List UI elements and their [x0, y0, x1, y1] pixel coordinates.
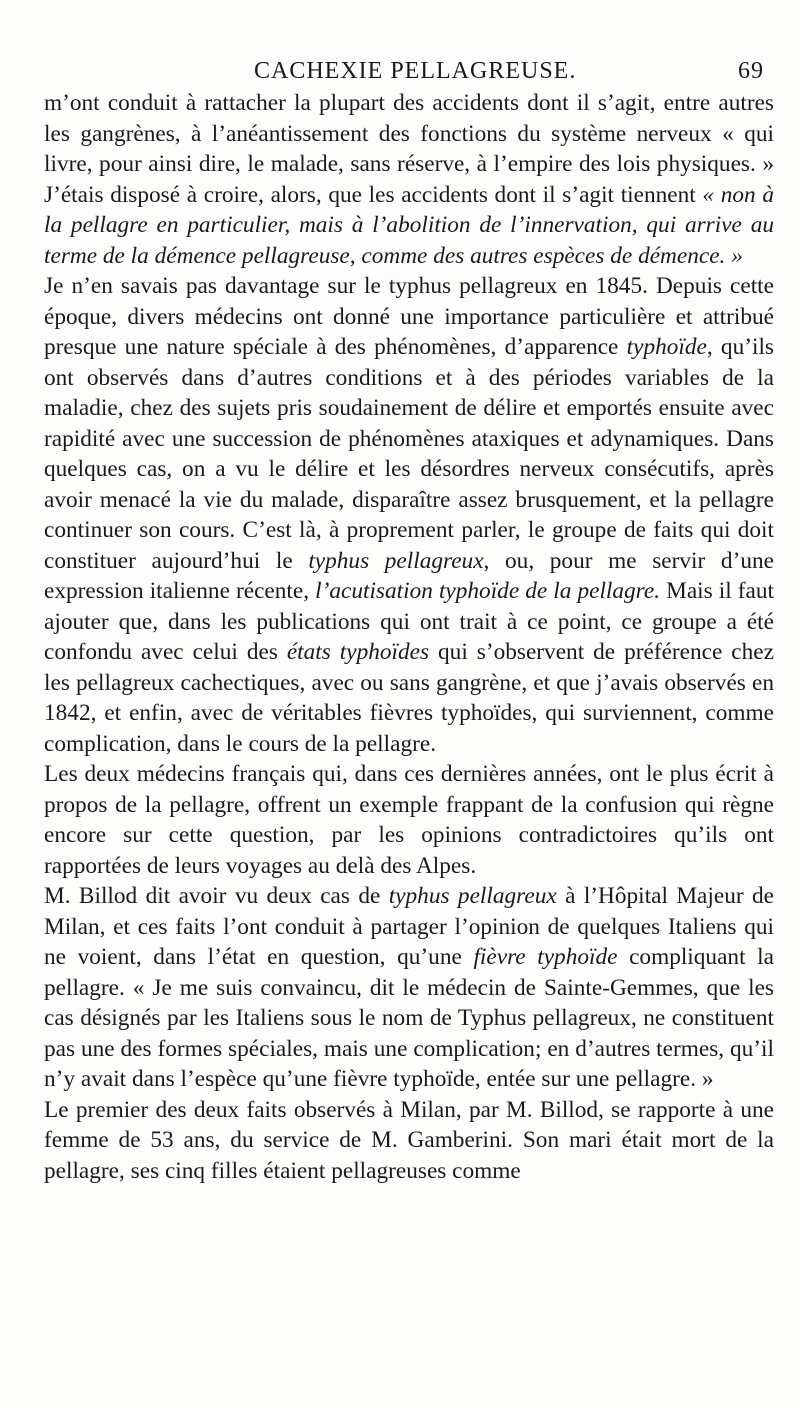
paragraph-4-text-c: compliquant la pellagre. « Je me suis convaincu, dit le médecin de Sainte-Gemmes, que les cas désignés par les Italiens sous le nom de Typhus pellagreux, ne constituent pas une des formes spéciales, mais une complication; en d’autres termes, qu’il n’y avait dans l’espèce qu’une fièvre typhoïde, entée sur une pellagre. »	[44, 944, 774, 1092]
running-head	[0, 58, 800, 88]
paragraph-4-text-a: M. Billod dit avoir vu deux cas de	[44, 883, 389, 909]
paragraph-2-term-acutisation: l’acutisation typhoïde de la pellagre.	[315, 578, 661, 604]
paragraph-1-text: m’ont conduit à rattacher la plupart des accidents dont il s’agit, entre autres les gangrènes, à l’anéantissement des fonctions du système nerveux « qui livre, pour ainsi dire, le malade, sans réserve, à l’empire des lois physiques. » J’étais disposé à croire, alors, que les accidents dont il s’agit tiennent	[44, 90, 774, 208]
paragraph-4-term-fievre: fièvre typhoïde	[473, 944, 618, 970]
paragraph-3	[44, 759, 774, 881]
paragraph-4-text-b: à l’Hôpital Majeur de Milan, et ces faits l’ont conduit à partager l’opinion de quelques Italiens qui ne voient, dans l’état en question, qu’une	[44, 883, 774, 970]
paragraph-2-term-etats: états typhoïdes	[286, 639, 430, 665]
page-number: 69	[738, 58, 764, 84]
paragraph-2-text-d: Mais il faut ajouter que, dans les publications qui ont trait à ce point, ce groupe a été confondu avec celui des	[44, 578, 775, 665]
paragraph-2-term-typhoide: typhoïde	[626, 334, 707, 360]
body-text	[44, 88, 774, 1186]
paragraph-3-text: Les deux médecins français qui, dans ces dernières années, ont le plus écrit à propos de la pellagre, offrent un exemple frappant de la confusion qui règne encore sur cette question, par les opinions contradictoires qu’ils ont rapportées de leurs voyages au delà des Alpes.	[44, 761, 774, 879]
paragraph-4	[44, 881, 774, 1095]
paragraph-2-text-e: qui s’observent de préférence chez les pellagreux cachectiques, avec ou sans gangrène, et que j’avais observés en 1842, et enfin, avec de véritables fièvres typhoïdes, qui surviennent, comme complication, dans le cours de la pellagre.	[44, 639, 774, 757]
paragraph-4-term-typhus: typhus pellagreux	[388, 883, 557, 909]
paragraph-5	[44, 1095, 774, 1187]
paragraph-1-quote: « non à la pellagre en particulier, mais à l’abolition de l’innervation, qui arrive au terme de la démence pellagreuse, comme des autres espèces de démence. »	[44, 181, 774, 269]
paragraph-2-text-b: , qu’ils ont observés dans d’autres conditions et à des périodes variables de la maladie, chez des sujets pris soudainement de délire et emportés ensuite avec rapidité avec une succession de phénomènes ataxiques et adynamiques. Dans quelques cas, on a vu le délire et les désordres nerveux consécutifs, après avoir menacé la vie du malade, disparaître assez brusquement, et la pellagre continuer son cours. C’est là, à proprement parler, le groupe de faits qui doit constituer aujourd’hui le	[44, 334, 774, 574]
paragraph-2-text-a: Je n’en savais pas davantage sur le typhus pellagreux en 1845. Depuis cette époque, divers médecins ont donné une importance particulière et attribué presque une nature spéciale à des phénomènes, d’apparence	[44, 273, 774, 360]
paragraph-2-text-c: , ou, pour me servir d’une expression italienne récente,	[44, 547, 774, 604]
paragraph-1	[44, 88, 774, 271]
paragraph-5-text: Le premier des deux faits observés à Milan, par M. Billod, se rapporte à une femme de 53 ans, du service de M. Gamberini. Son mari était mort de la pellagre, ses cinq filles étaient pellagreuses comme	[44, 1096, 774, 1184]
running-title: CACHEXIE PELLAGREUSE.	[254, 58, 577, 84]
paragraph-2-term-typhus: typhus pellagreux	[308, 547, 484, 574]
paragraph-2	[44, 271, 774, 759]
